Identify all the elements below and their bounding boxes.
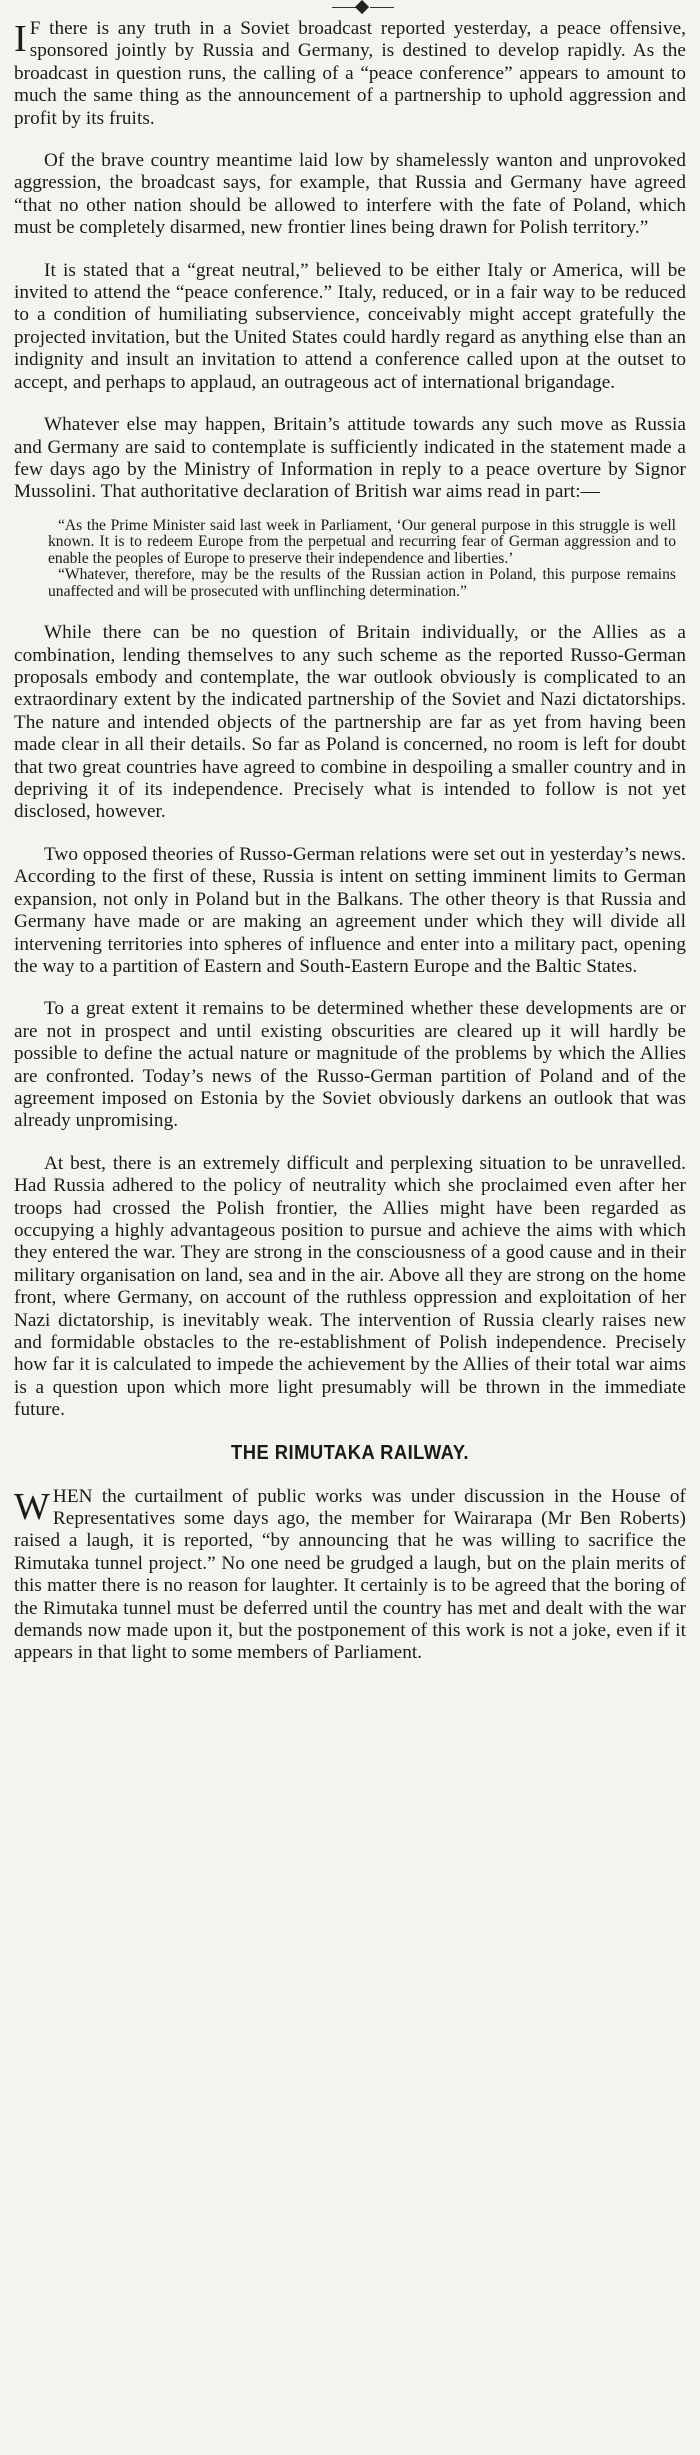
quote-paragraph: “Whatever, therefore, may be the results of the Russian action in Poland, this purpose remains unaffected and will be prosecuted with unflinching determination.” — [48, 566, 676, 600]
article-paragraph: While there can be no question of Britain individually, or the Allies as a combination, lending themselves to any such scheme as the reported Russo-German proposals embody and contemplate, the war outlook obviously is complicated to an extraordinary extent by the indicated partnership of the Soviet and Nazi dictatorships. The nature and intended objects of the partnership are far as yet from having been made clear in all their details. So far as Poland is concerned, no room is left for doubt that two great countries have agreed to combine in despoiling a smaller country and in depriving it of its independence. Precisely what is intended to follow is not yet disclosed, however. — [14, 622, 686, 823]
article-paragraph: Of the brave country meantime laid low by shamelessly wanton and unprovoked aggression, the broadcast says, for example, that Russia and Germany have agreed “that no other nation should be allowed to interfere with the fate of Poland, which must be completely disarmed, new frontier lines being drawn for Polish territory.” — [14, 150, 686, 239]
section-heading: THE RIMUTAKA RAILWAY. — [231, 1441, 469, 1464]
article-paragraph: I F there is any truth in a Soviet broadcast reported yesterday, a peace offensive, sponsored jointly by Russia and Germany, is destined to develop rapidly. As the broadcast in question runs, the calling of a “peace conference” appears to amount to much the same thing as the announcement of a partnership to uphold aggression and profit by its fruits. — [14, 18, 686, 129]
article-paragraph: Two opposed theories of Russo-German relations were set out in yesterday’s news. According to the first of these, Russia is intent on setting imminent limits to German expansion, not only in Poland but in the Balkans. The other theory is that Russia and Germany have made or are making an agreement under which they will divide all intervening territories into spheres of influence and enter into a military pact, opening the way to a partition of Eastern and South-Eastern Europe and the Baltic States. — [14, 843, 686, 977]
quote-paragraph: “As the Prime Minister said last week in Parliament, ‘Our general purpose in this struggle is well known. It is to redeem Europe from the perpetual and recurring fear of German aggression and to enable the peoples of Europe to preserve their independence and liberties.’ — [48, 516, 676, 567]
article-paragraph: WHEN the curtailment of public works was under discussion in the House of Representatives some days ago, the member for Wairarapa (Mr Ben Roberts) raised a laugh, it is reported, “by announcing that he was willing to sacrifice the Rimutaka tunnel project.” No one need be grudged a laugh, but on the plain merits of this matter there is no reason for laughter. It certainly is to be agreed that the boring of the Rimutaka tunnel must be deferred until the country has met and dealt with the war demands now made upon it, but the postponement of this work is not a joke, even if it appears in that light to some members of Parliament. — [14, 1485, 686, 1664]
article-paragraph: To a great extent it remains to be determined whether these developments are or are not in prospect and until existing obscurities are cleared up it will hardly be possible to define the actual nature or magnitude of the problems by which the Allies are confronted. Today’s news of the Russo-German partition of Poland and of the agreement imposed on Estonia by the Soviet obviously darkens an outlook that was already unpromising. — [14, 998, 686, 1132]
top-ornament — [14, 0, 686, 16]
article-paragraph: At best, there is an extremely difficult and perplexing situation to be unravelled. Had Russia adhered to the policy of neutrality which she proclaimed even after her troops had crossed the Polish frontier, the Allies might have been regarded as occupying a highly advantageous position to pursue and achieve the aims with which they entered the war. They are strong in the consciousness of a good cause and in their military organisation on land, sea and in the air. Above all they are strong on the home front, where Germany, on account of the ruthless oppression and exploitation of her Nazi dictatorship, is inevitably weak. The intervention of Russia clearly raises new and formidable obstacles to the re-establishment of Polish independence. Precisely how far it is calculated to impede the achievement by the Allies of their total war aims is a question upon which more light presumably will be thrown in the immediate future. — [14, 1152, 686, 1421]
article-paragraph: Whatever else may happen, Britain’s attitude towards any such move as Russia and Germany are said to contemplate is sufficiently indicated in the statement made a few days ago by the Ministry of Information in reply to a peace overture by Signor Mussolini. That authoritative declaration of British war aims read in part:— — [14, 414, 686, 503]
editorial-article — [14, 18, 686, 1422]
rimutaka-article — [14, 1442, 686, 1665]
article-paragraph: It is stated that a “great neutral,” believed to be either Italy or America, will be invited to attend the “peace conference.” Italy, reduced, or in a fair way to be reduced to a condition of humiliating subservience, conceivably might accept gratefully the projected invitation, but the United States could hardly regard as anything else than an indignity and insult an invitation to attend a conference called upon at the outset to accept, and perhaps to applaud, an outrageous act of international brigandage. — [14, 259, 686, 393]
drop-cap: W — [14, 1485, 50, 1528]
ornament-rule-left — [332, 7, 356, 8]
block-quote — [14, 518, 686, 601]
drop-cap: I — [14, 18, 27, 60]
diamond-ornament-icon — [355, 0, 369, 14]
ornament-rule-right — [370, 7, 394, 8]
